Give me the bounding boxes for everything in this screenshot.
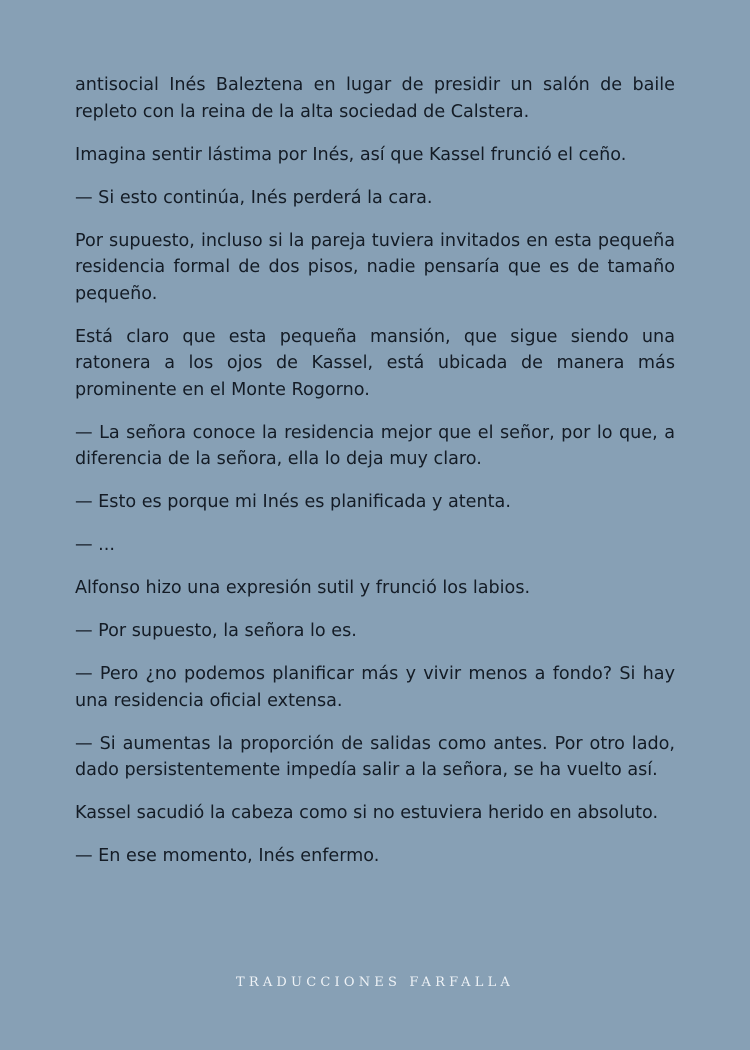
paragraph: — Si aumentas la proporción de salidas como antes. Por otro lado, dado persistentemente impedía salir a la señora, se ha vuelto así. bbox=[75, 733, 675, 780]
paragraph: — Por supuesto, la señora lo es. bbox=[75, 621, 357, 641]
paragraph: Imagina sentir lástima por Inés, así que Kassel frunció el ceño. bbox=[75, 144, 627, 165]
page-body bbox=[75, 72, 675, 886]
paragraph: — Pero ¿no podemos planificar más y vivir menos a fondo? Si hay una residencia oficial extensa. bbox=[75, 664, 675, 711]
paragraph: Está claro que esta pequeña mansión, que sigue siendo una ratonera a los ojos de Kassel, está ubicada de manera más prominente en el Monte Rogorno. bbox=[75, 326, 675, 400]
paragraph: Kassel sacudió la cabeza como si no estuviera herido en absoluto. bbox=[75, 803, 659, 823]
paragraph: — ... bbox=[75, 535, 115, 555]
paragraph: antisocial Inés Baleztena en lugar de presidir un salón de baile repleto con la reina de la alta sociedad de Calstera. bbox=[75, 75, 675, 122]
paragraph: — Si esto continúa, Inés perderá la cara. bbox=[75, 187, 433, 208]
paragraph: — En ese momento, Inés enfermo. bbox=[75, 846, 380, 866]
paragraph: — La señora conoce la residencia mejor que el señor, por lo que, a diferencia de la señora, ella lo deja muy claro. bbox=[75, 422, 675, 469]
paragraph: Alfonso hizo una expresión sutil y frunció los labios. bbox=[75, 578, 531, 598]
paragraph: Por supuesto, incluso si la pareja tuviera invitados en esta pequeña residencia formal de dos pisos, nadie pensaría que es de tamaño pequeño. bbox=[75, 230, 675, 304]
paragraph: — Esto es porque mi Inés es planificada y atenta. bbox=[75, 492, 511, 512]
footer-credit: TRADUCCIONES FARFALLA bbox=[235, 975, 514, 990]
